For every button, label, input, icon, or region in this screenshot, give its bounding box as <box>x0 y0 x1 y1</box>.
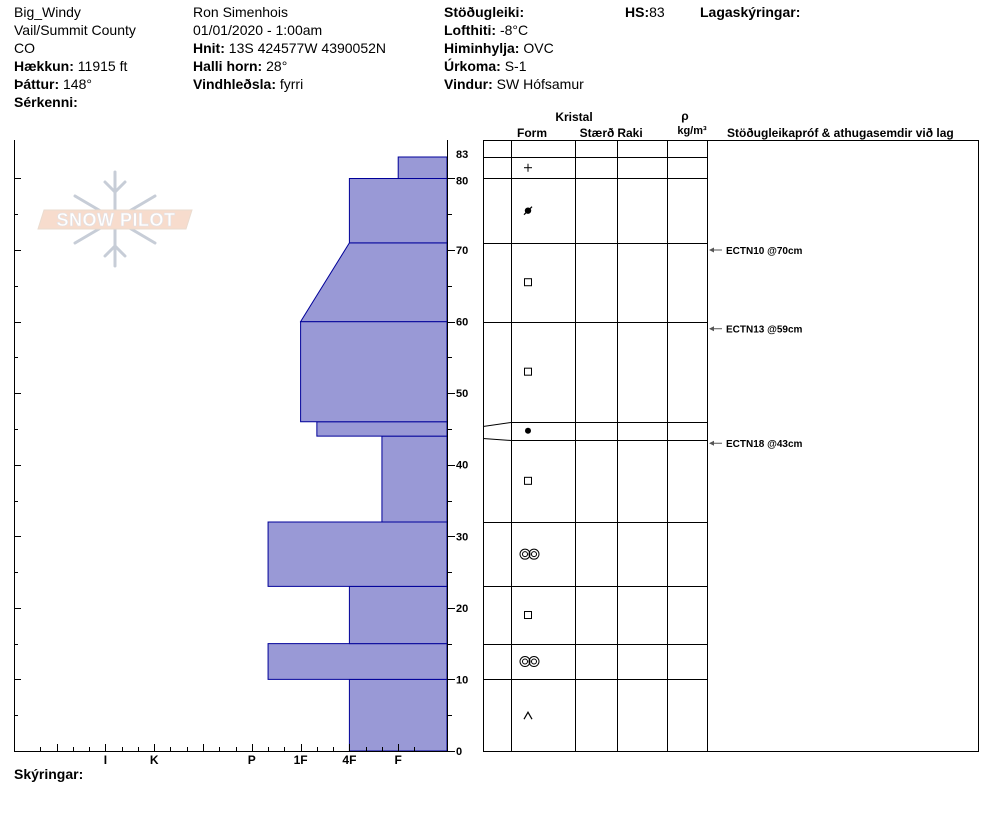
height-tick-label: 70 <box>456 245 469 258</box>
hardness-bar <box>398 157 447 178</box>
header-size: Stærð <box>579 126 615 140</box>
coordinates-value: 13S 424577W 4390052N <box>228 40 387 56</box>
grain-form-faceted <box>525 612 532 619</box>
grain-form-faceted <box>525 279 532 286</box>
hardness-tick-label: I <box>103 753 108 767</box>
rounded-faceted-icon <box>532 552 537 557</box>
table-headers <box>517 109 954 140</box>
height-tick-label: 40 <box>456 459 469 472</box>
height-tick-label: 83 <box>456 148 469 161</box>
rounded-faceted-icon <box>532 659 537 664</box>
aspect-value: 148° <box>63 76 92 92</box>
area-name: Vail/Summit County <box>14 22 136 38</box>
footer-notes-label: Skýringar: <box>14 766 84 782</box>
observer-name: Ron Simenhois <box>193 4 288 20</box>
height-tick-label: 0 <box>456 746 463 758</box>
wind-loading-value: fyrri <box>279 76 304 92</box>
grain-form-faceted <box>525 477 532 484</box>
height-ticks-left <box>14 179 21 752</box>
hardness-bar <box>349 679 447 751</box>
wind-loading-label: Vindhleðsla: <box>193 76 276 92</box>
faceted-icon <box>525 279 532 286</box>
air-temperature-label: Lofthiti: <box>444 22 497 38</box>
faceted-icon <box>525 477 532 484</box>
snow-height-label: HS: <box>625 4 650 20</box>
coordinates-label: Hnit: <box>193 40 225 56</box>
grain-form-rounded-faceted <box>520 549 539 559</box>
precipitation-label: Úrkoma: <box>444 58 501 74</box>
aspect-label: Þáttur: <box>14 76 60 92</box>
observation-datetime: 01/01/2020 - 1:00am <box>193 22 323 38</box>
features-label: Sérkenni: <box>14 94 78 110</box>
wind-value: SW Hófsamur <box>496 76 584 92</box>
hardness-bar <box>301 243 447 322</box>
layer-connector <box>483 423 511 427</box>
snow-height-value: 83 <box>649 4 665 20</box>
layer-notes-label: Lagaskýringar: <box>700 4 801 20</box>
state-name: CO <box>14 40 35 56</box>
precipitation-value: S-1 <box>504 58 527 74</box>
header-crystal: Kristal <box>555 110 593 124</box>
grain-form-rounded <box>525 428 531 434</box>
rounded-icon <box>525 428 531 434</box>
grain-form-decomposing <box>524 207 532 215</box>
rounded-faceted-icon <box>523 552 528 557</box>
hardness-tick-label: 1F <box>293 753 308 767</box>
hardness-bar <box>268 644 447 680</box>
slope-angle-label: Halli horn: <box>193 58 263 74</box>
faceted-icon <box>525 612 532 619</box>
test-arrow-head <box>709 248 714 253</box>
height-ticks-right <box>447 149 468 758</box>
hardness-bar <box>349 178 447 242</box>
stability-test <box>709 439 803 450</box>
site-name: Big_Windy <box>14 4 81 20</box>
hardness-profile <box>268 157 447 751</box>
height-tick-label: 80 <box>456 175 469 188</box>
height-tick-label: 30 <box>456 531 469 544</box>
air-temperature-value: -8°C <box>499 22 529 38</box>
hardness-tick-label: 4F <box>342 753 357 767</box>
grain-form-new-snow <box>524 164 532 172</box>
header-moisture: Raki <box>617 126 643 140</box>
test-arrow-head <box>709 326 714 331</box>
height-tick-label: 20 <box>456 602 469 615</box>
depth-hoar-icon <box>524 712 532 719</box>
stability-test-label: ECTN18 @43cm <box>726 439 803 451</box>
snow-pilot-logo <box>38 172 192 266</box>
stability-test-label: ECTN13 @59cm <box>726 324 803 336</box>
hardness-bar <box>301 322 447 422</box>
header-form: Form <box>517 126 547 140</box>
grain-form-depth-hoar <box>524 712 532 719</box>
height-tick-label: 60 <box>456 316 469 329</box>
elevation-label: Hækkun: <box>14 58 74 74</box>
height-tick-label: 10 <box>456 674 469 687</box>
hardness-bar <box>349 586 447 643</box>
stability-test-label: ECTN10 @70cm <box>726 246 803 258</box>
hardness-bar <box>268 522 447 586</box>
snow-pilot-logo-text: SNOW PILOT <box>56 210 176 230</box>
hardness-tick-label: P <box>247 753 256 767</box>
hardness-bar <box>382 436 447 522</box>
stability-test <box>709 246 803 257</box>
height-tick-label: 50 <box>456 388 469 401</box>
layer-connector <box>483 439 511 441</box>
grain-form-faceted <box>525 368 532 375</box>
stability-tests <box>709 246 803 450</box>
sky-cover-value: OVC <box>523 40 554 56</box>
grain-form-symbols <box>520 164 539 720</box>
slope-angle-value: 28° <box>266 58 288 74</box>
grain-form-rounded-faceted <box>520 657 539 667</box>
sky-cover-label: Himinhylja: <box>444 40 520 56</box>
layer-boundaries <box>483 158 707 680</box>
wind-label: Vindur: <box>444 76 493 92</box>
test-arrow-head <box>709 441 714 446</box>
header-density-unit: kg/m³ <box>677 125 707 137</box>
hardness-bar <box>317 422 447 436</box>
stability-label: Stöðugleiki: <box>444 4 525 20</box>
elevation-value: 11915 ft <box>77 58 128 74</box>
stability-test <box>709 325 803 336</box>
header-rho: ρ <box>681 109 689 123</box>
faceted-icon <box>525 368 532 375</box>
rounded-faceted-icon <box>523 659 528 664</box>
hardness-tick-label: K <box>149 753 159 767</box>
header-tests: Stöðugleikapróf & athugasemdir við lag <box>727 126 954 140</box>
hardness-tick-label: F <box>394 753 402 767</box>
